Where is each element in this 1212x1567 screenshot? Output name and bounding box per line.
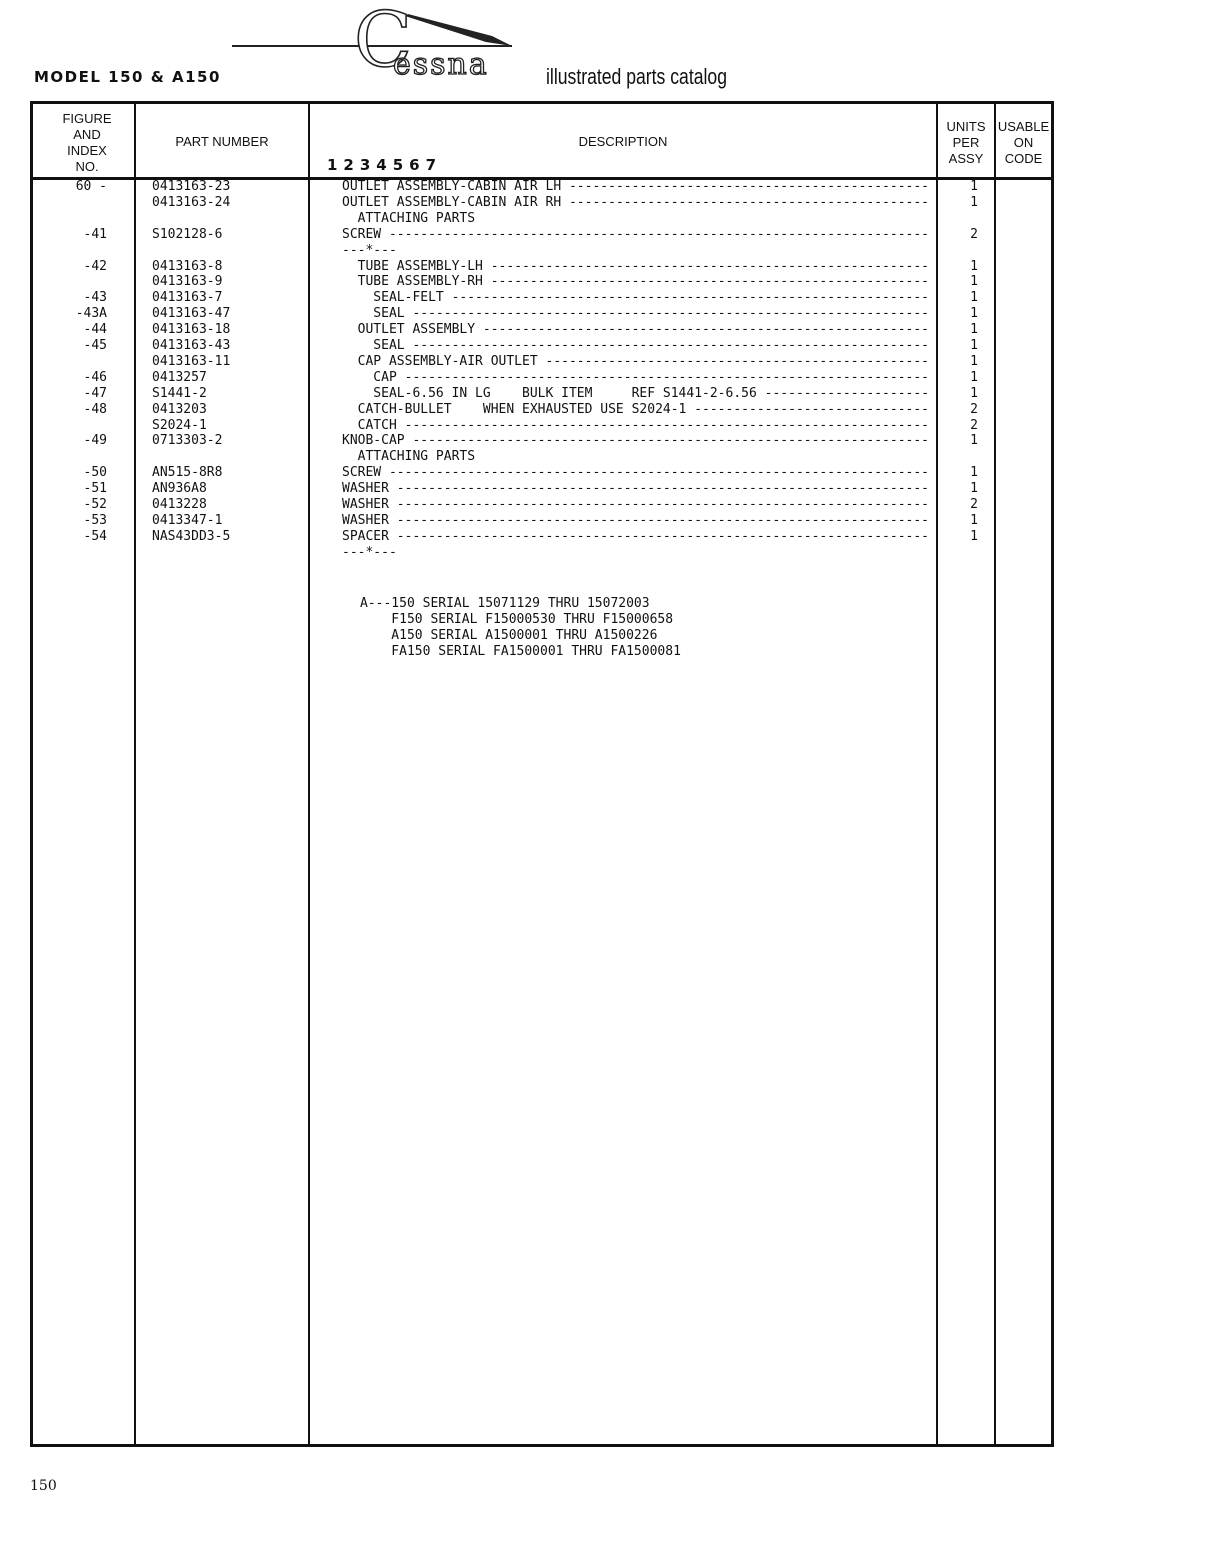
units-cell: 1 <box>970 322 978 338</box>
indent-level-digits: 1234567 <box>327 156 443 174</box>
table-row <box>33 290 1051 306</box>
figure-index-cell: -45 <box>83 338 107 353</box>
cessna-logo-word: essna <box>393 47 489 82</box>
table-row <box>33 529 1051 545</box>
col-header-part-number: PART NUMBER <box>175 134 269 149</box>
part-number-cell: 0413163-8 <box>152 258 223 274</box>
part-number-cell: 0413257 <box>152 369 207 385</box>
table-row <box>33 418 1051 434</box>
units-cell: 1 <box>970 353 978 369</box>
figure-index-cell: -46 <box>83 369 107 385</box>
units-cell: 2 <box>970 497 978 512</box>
description-cell: CAP ----- <box>342 370 934 386</box>
description-cell: ---*--- <box>342 242 397 258</box>
part-number-cell: 0413163-18 <box>152 322 231 338</box>
description-cell: SCREW ----- <box>342 227 934 243</box>
part-number-cell: AN936A8 <box>152 481 207 497</box>
table-row <box>33 545 1051 561</box>
part-number-cell: S102128-6 <box>152 226 223 242</box>
units-cell: 1 <box>970 290 978 306</box>
units-cell: 1 <box>970 481 978 497</box>
table-row <box>33 449 1051 465</box>
units-cell: 1 <box>970 433 978 449</box>
part-number-cell: 0413163-24 <box>152 194 231 210</box>
units-cell: 1 <box>970 512 978 528</box>
description-cell: SCREW ----- <box>342 465 934 481</box>
figure-index-cell: -52 <box>83 497 107 512</box>
table-row <box>33 259 1051 275</box>
description-cell: SEAL ----- <box>342 338 934 354</box>
part-number-cell: 0413347-1 <box>152 512 223 528</box>
description-cell: SEAL-6.56 IN LG BULK ITEM REF S1441-2-6.56 ----- <box>342 386 934 402</box>
units-cell: 1 <box>970 194 978 210</box>
part-number-cell: 0413203 <box>152 401 207 417</box>
part-number-cell: 0413163-11 <box>152 353 231 369</box>
figure-index-cell: -48 <box>83 401 107 417</box>
figure-index-cell: -50 <box>83 465 107 481</box>
figure-index-cell: -43 <box>83 290 107 306</box>
description-cell: SPACER ----- <box>342 529 934 545</box>
catalog-title: illustrated parts catalog <box>546 64 727 89</box>
units-cell: 1 <box>970 465 978 481</box>
description-cell: ATTACHING PARTS <box>342 210 476 226</box>
description-cell: CATCH ----- <box>342 418 934 434</box>
part-number-cell: NAS43DD3-5 <box>152 528 231 544</box>
part-number-cell: S1441-2 <box>152 385 207 401</box>
serial-footnote: FA150 SERIAL FA1500001 THRU FA1500081 <box>360 644 681 659</box>
table-row <box>33 322 1051 338</box>
table-row <box>33 338 1051 354</box>
table-row <box>33 179 1051 195</box>
table-row <box>33 513 1051 529</box>
table-row <box>33 465 1051 481</box>
description-cell: WASHER ----- <box>342 481 934 497</box>
figure-index-cell: 60 - <box>75 179 107 194</box>
units-cell: 1 <box>970 258 978 274</box>
part-number-cell: 0713303-2 <box>152 433 223 449</box>
description-cell: TUBE ASSEMBLY-LH ----- <box>342 259 934 275</box>
figure-index-cell: -51 <box>83 481 107 497</box>
figure-index-cell: -41 <box>83 226 107 242</box>
figure-index-cell: -47 <box>83 385 107 401</box>
col-header-units: UNITS PER ASSY <box>946 119 986 166</box>
part-number-cell: 0413163-23 <box>152 179 231 194</box>
description-cell: SEAL-FELT ----- <box>342 290 934 306</box>
serial-footnote: F150 SERIAL F15000530 THRU F15000658 <box>360 612 674 627</box>
figure-index-cell: -42 <box>83 258 107 274</box>
table-row <box>33 211 1051 227</box>
part-number-cell: 0413163-7 <box>152 290 223 306</box>
part-number-cell: S2024-1 <box>152 417 207 433</box>
table-row <box>33 354 1051 370</box>
part-number-cell: 0413163-47 <box>152 306 231 322</box>
description-cell: ATTACHING PARTS <box>342 449 476 465</box>
page-number: 150 <box>30 1478 57 1494</box>
description-cell: SEAL ----- <box>342 306 934 322</box>
table-row <box>33 402 1051 418</box>
units-cell: 2 <box>970 226 978 242</box>
description-cell: ---*--- <box>342 544 397 560</box>
parts-table <box>30 101 1054 1447</box>
table-row <box>33 195 1051 211</box>
units-cell: 1 <box>970 369 978 385</box>
part-number-cell: 0413163-9 <box>152 274 223 290</box>
col-header-description: DESCRIPTION <box>578 134 668 149</box>
description-cell: OUTLET ASSEMBLY-CABIN AIR LH ----- <box>342 179 934 195</box>
part-number-cell: 0413228 <box>152 497 207 512</box>
table-row <box>33 433 1051 449</box>
serial-footnote: A---150 SERIAL 15071129 THRU 15072003 <box>360 596 650 611</box>
description-cell: CATCH-BULLET WHEN EXHAUSTED USE S2024-1 ----- <box>342 402 934 418</box>
col-header-figure: FIGURE AND INDEX NO. <box>62 111 112 174</box>
cessna-wing-icon <box>400 14 520 48</box>
cessna-logo-c: C <box>354 0 413 84</box>
table-row <box>33 370 1051 386</box>
description-cell: KNOB-CAP ----- <box>342 433 934 449</box>
description-cell: WASHER ----- <box>342 497 934 513</box>
table-row <box>33 386 1051 402</box>
description-cell: WASHER ----- <box>342 513 934 529</box>
figure-index-cell: -44 <box>83 322 107 338</box>
table-row <box>33 227 1051 243</box>
units-cell: 1 <box>970 338 978 353</box>
units-cell: 1 <box>970 179 978 194</box>
description-cell: TUBE ASSEMBLY-RH ----- <box>342 274 934 290</box>
model-title: MODEL 150 & A150 <box>34 68 221 86</box>
figure-index-cell: -53 <box>83 512 107 528</box>
figure-index-cell: -43A <box>75 306 107 322</box>
table-row <box>33 481 1051 497</box>
table-row <box>33 243 1051 259</box>
table-row <box>33 497 1051 513</box>
col-header-usable: USABLE ON CODE <box>997 119 1050 166</box>
description-cell: OUTLET ASSEMBLY ----- <box>342 322 934 338</box>
figure-index-cell: -54 <box>83 528 107 544</box>
units-cell: 1 <box>970 385 978 401</box>
units-cell: 2 <box>970 417 978 433</box>
description-cell: CAP ASSEMBLY-AIR OUTLET ----- <box>342 354 934 370</box>
part-number-cell: AN515-8R8 <box>152 465 223 481</box>
part-number-cell: 0413163-43 <box>152 338 231 353</box>
units-cell: 2 <box>970 401 978 417</box>
table-row <box>33 274 1051 290</box>
units-cell: 1 <box>970 274 978 290</box>
units-cell: 1 <box>970 528 978 544</box>
serial-footnote: A150 SERIAL A1500001 THRU A1500226 <box>360 628 658 643</box>
units-cell: 1 <box>970 306 978 322</box>
figure-index-cell: -49 <box>83 433 107 449</box>
description-cell: OUTLET ASSEMBLY-CABIN AIR RH ----- <box>342 195 934 211</box>
table-row <box>33 306 1051 322</box>
